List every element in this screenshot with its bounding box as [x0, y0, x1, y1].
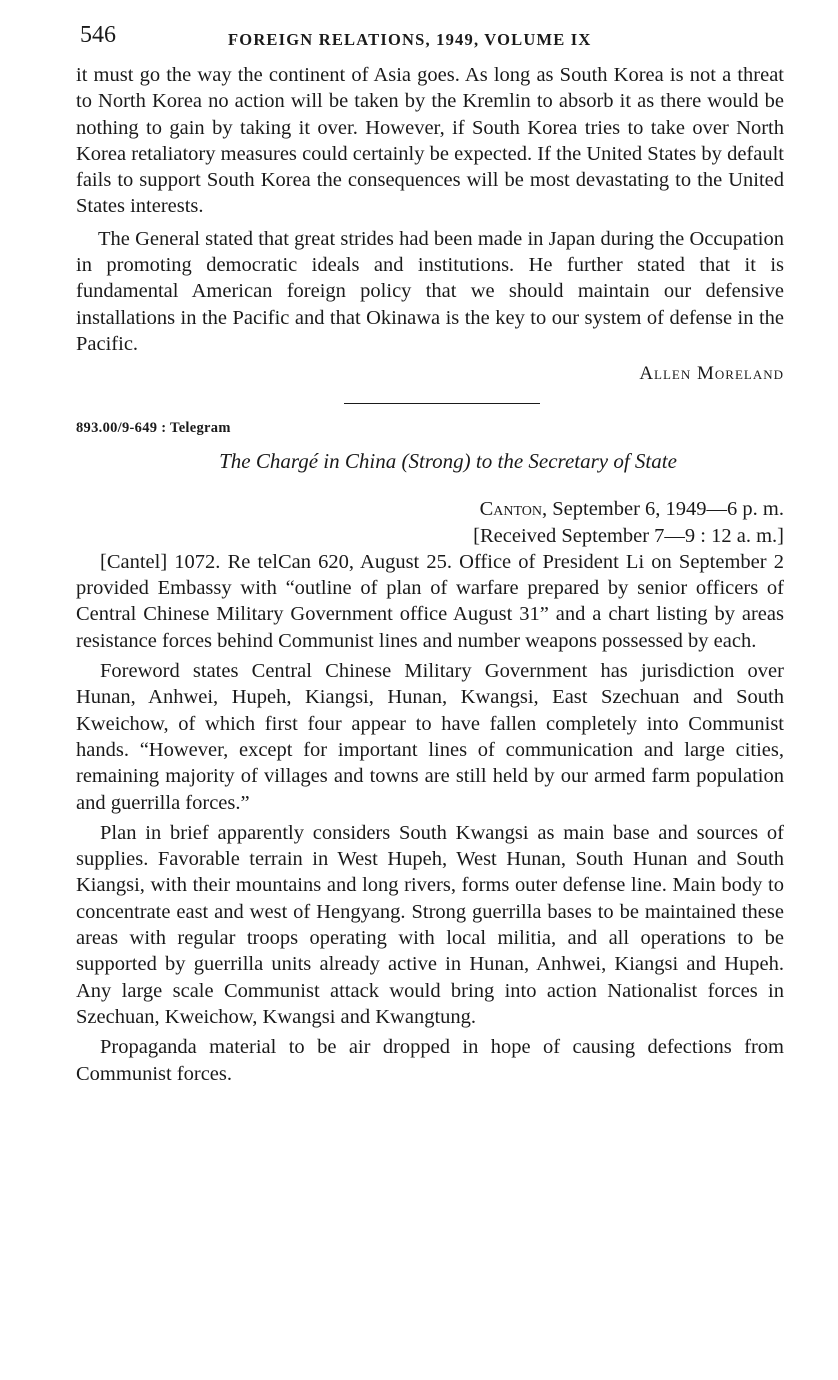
section-divider [344, 403, 540, 404]
document-title: The Chargé in China (Strong) to the Secretary of State [219, 449, 677, 474]
dateline [76, 496, 784, 549]
dateline-place: Canton, [479, 498, 548, 521]
paragraph: Plan in brief apparently considers South Kwangsi as main base and sources of supplies. Favorable terrain in West Hupeh, West Hunan, South Hunan and South Kiangsi, with their mountains and long rivers, forms outer defense line. Main body to concentrate east and west of Hengyang. Strong guerrilla bases to be maintained these areas with regular troops operating with local militia, and all operations to be supported by guerrilla units already active in Hunan, Anhwei, Kiangsi and Hupeh. Any large scale Communist attack would bring into action Nationalist forces in Szechuan, Kweichow, Kwangsi and Kwangtung. [76, 821, 784, 1028]
signature: Allen Moreland [639, 363, 784, 385]
paragraph: Foreword states Central Chinese Military Government has jurisdiction over Hunan, Anhwei, Hupeh, Kiangsi, Hunan, Kwangsi, East Szechuan and South Kweichow, of which first four appear to have fallen completely into Communist hands. “However, except for important lines of communication and large cities, remaining majority of villages and towns are still held by our armed farm population and guerrilla forces.” [76, 660, 784, 814]
page-header [76, 20, 784, 60]
paragraph: [Cantel] 1072. Re telCan 620, August 25. Office of President Li on September 2 provided Embassy with “outline of plan of warfare prepared by senior officers of Central Chinese Military Government office August 31” and a chart listing by areas resistance forces behind Communist lines and number weapons possessed by each. [76, 550, 784, 652]
previous-document-section [76, 62, 784, 385]
dateline-received: [Received September 7—9 : 12 a. m.] [473, 524, 784, 547]
telegram-body [76, 549, 784, 1087]
paragraph: Propaganda material to be air dropped in hope of causing defections from Communist forces. [76, 1036, 784, 1085]
file-reference: 893.00/9-649 : Telegram [76, 420, 231, 437]
paragraph: it must go the way the continent of Asia goes. As long as South Korea is not a threat to North Korea no action will be taken by the Kremlin to absorb it as there would be nothing to gain by taking it over. However, if South Korea tries to take over North Korea retaliatory measures could certainly be expected. If the United States by default fails to support South Korea the consequences will be most devastating to the United States interests. [76, 64, 784, 218]
paragraph: The General stated that great strides had been made in Japan during the Occupation in promoting democratic ideals and institutions. He further stated that it is fundamental American foreign policy that we should maintain our defensive installations in the Pacific and that Okinawa is the key to our system of defense in the Pacific. [76, 227, 784, 355]
dateline-sent [76, 496, 784, 522]
running-head: FOREIGN RELATIONS, 1949, VOLUME IX [228, 30, 592, 49]
dateline-date: September 6, 1949—6 p. m. [547, 498, 784, 521]
document-page [76, 20, 784, 1087]
page-number: 546 [80, 22, 116, 48]
